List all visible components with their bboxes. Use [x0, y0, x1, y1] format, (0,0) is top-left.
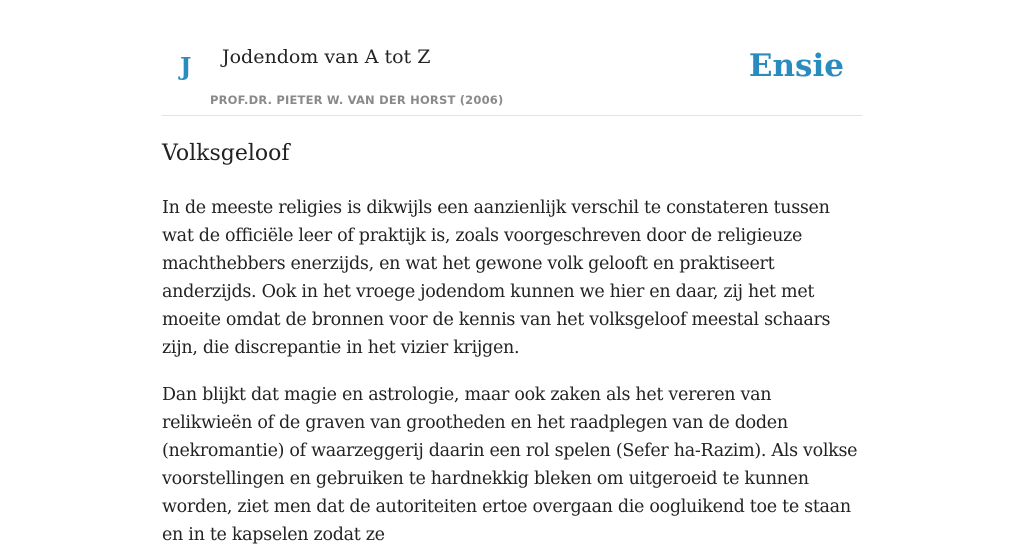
ensie-logo-link[interactable]: Ensie: [748, 48, 844, 84]
article: [162, 138, 862, 549]
book-header: [162, 0, 862, 116]
book-initial-icon: J: [180, 52, 192, 81]
article-paragraph: Dan blijkt dat magie en astrologie, maar ook zaken als het vereren van relikwieën of de graven van grootheden en het raadplegen van de doden (nekromantie) of waarzeggerij daarin een rol spelen (Sefer ha-Razim). Als volkse voorstellingen en gebruiken te hardnekkig bleken om uitgeroeid te kunnen worden, ziet men dat de autoriteiten ertoe overgaan die oogluikend toe te staan en in te kapselen zodat ze: [162, 385, 858, 545]
article-title: Volksgeloof: [162, 141, 290, 166]
book-author: PROF.DR. PIETER W. VAN DER HORST (2006): [210, 93, 504, 107]
article-paragraph: In de meeste religies is dikwijls een aanzienlijk verschil te constateren tussen wat de officiële leer of praktijk is, zoals voorgeschreven door de religieuze machthebbers enerzijds, en wat het gewone volk gelooft en praktiseert anderzijds. Ook in het vroege jodendom kunnen we hier en daar, zij het met moeite omdat de bronnen voor de kennis van het volksgeloof meestal schaars zijn, die discrepantie in het vizier krijgen.: [162, 198, 831, 358]
book-title-link[interactable]: Jodendom van A tot Z: [222, 46, 431, 68]
